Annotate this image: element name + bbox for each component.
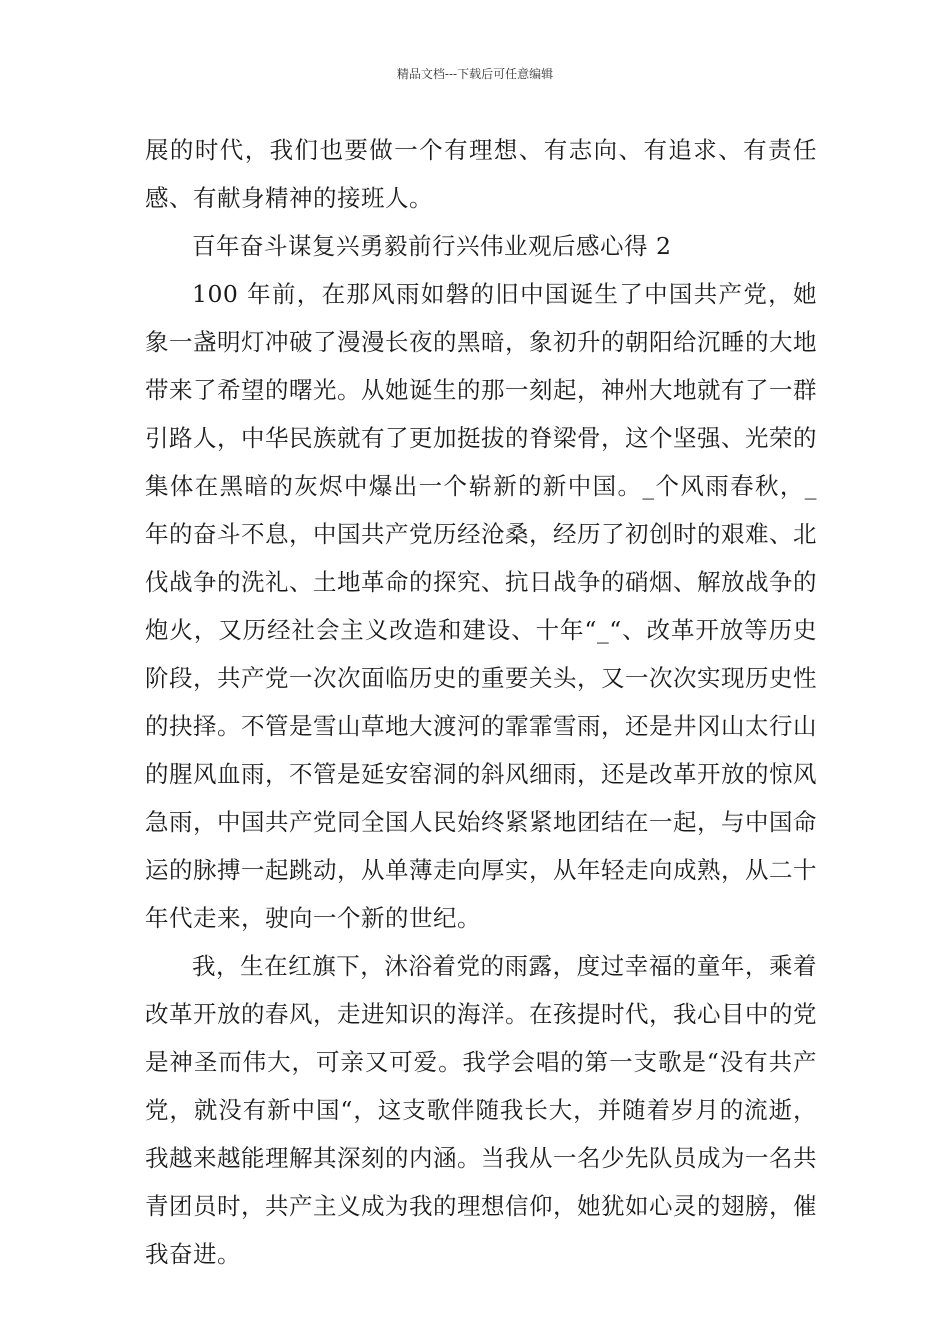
text-line: 能理解其深刻的内涵。当我从一名少先队员成为一名共青团员时， — [145, 1144, 817, 1220]
page-header: 精品文档---下载后可任意编辑 — [396, 67, 554, 81]
document-body — [145, 126, 817, 1278]
text-line: 希望的曙光。从她诞生的那一刻起，神州大地就有了一群引路人， — [145, 376, 817, 452]
text-line: 展的时代，我们也要做一个有理想、有志向、有追求、有责任感、 — [145, 136, 817, 212]
paragraph — [145, 126, 817, 222]
text-line: 有献身精神的接班人。 — [193, 184, 433, 212]
text-line: 义改造和建设、十年“_“、改革开放等历史阶段，共产党一次次面 — [145, 616, 818, 692]
paragraph — [145, 942, 817, 1278]
text-line: 百年奋斗谋复兴勇毅前行兴伟业观后感心得 2 — [192, 232, 672, 260]
text-line: 始终紧紧地团结在一起，与中国命运的脉搏一起跳动，从单薄走向 — [145, 808, 817, 884]
text-line: 地革命的探究、抗日战争的硝烟、解放战争的炮火，又历经社会主 — [145, 568, 817, 644]
text-line: 中华民族就有了更加挺拔的脊梁骨，这个坚强、光荣的集体在黑暗 — [145, 424, 817, 500]
text-line: 100 年前，在那风雨如磐的旧中国诞生了中国共产党，她象一 — [145, 280, 817, 356]
text-line: 共产主义成为我的理想信仰，她犹如心灵的翅膀，催我奋进。 — [145, 1192, 817, 1268]
text-line: 圣而伟大，可亲又可爱。我学会唱的第一支歌是“没有共产党，就 — [145, 1048, 818, 1124]
text-line: 厚实，从年轻走向成熟，从二十年代走来，驶向一个新的世纪。 — [145, 856, 817, 932]
text-line: 没有新中国“，这支歌伴随我长大，并随着岁月的流逝，我越来越 — [145, 1096, 818, 1172]
text-line: 临历史的重要关头，又一次次实现历史性的抉择。不管是雪山草地 — [145, 664, 817, 740]
paragraph — [145, 222, 817, 270]
text-line: 盏明灯冲破了漫漫长夜的黑暗，象初升的朝阳给沉睡的大地带来了 — [145, 328, 817, 404]
text-line: 我，生在红旗下，沐浴着党的雨露，度过幸福的童年，乘着改 — [145, 952, 817, 1028]
text-line: 中国共产党历经沧桑，经历了初创时的艰难、北伐战争的洗礼、土 — [145, 520, 817, 596]
text-line: 洞的斜风细雨，还是改革开放的惊风急雨，中国共产党同全国人民 — [145, 760, 817, 836]
text-line: 革开放的春风，走进知识的海洋。在孩提时代，我心目中的党是神 — [145, 1000, 817, 1076]
paragraph — [145, 270, 817, 942]
text-line: 的灰烬中爆出一个崭新的新中国。_个风雨春秋，_年的奋斗不息， — [145, 472, 818, 548]
text-line: 大渡河的霏霏雪雨，还是井冈山太行山的腥风血雨，不管是延安窑 — [145, 712, 817, 788]
